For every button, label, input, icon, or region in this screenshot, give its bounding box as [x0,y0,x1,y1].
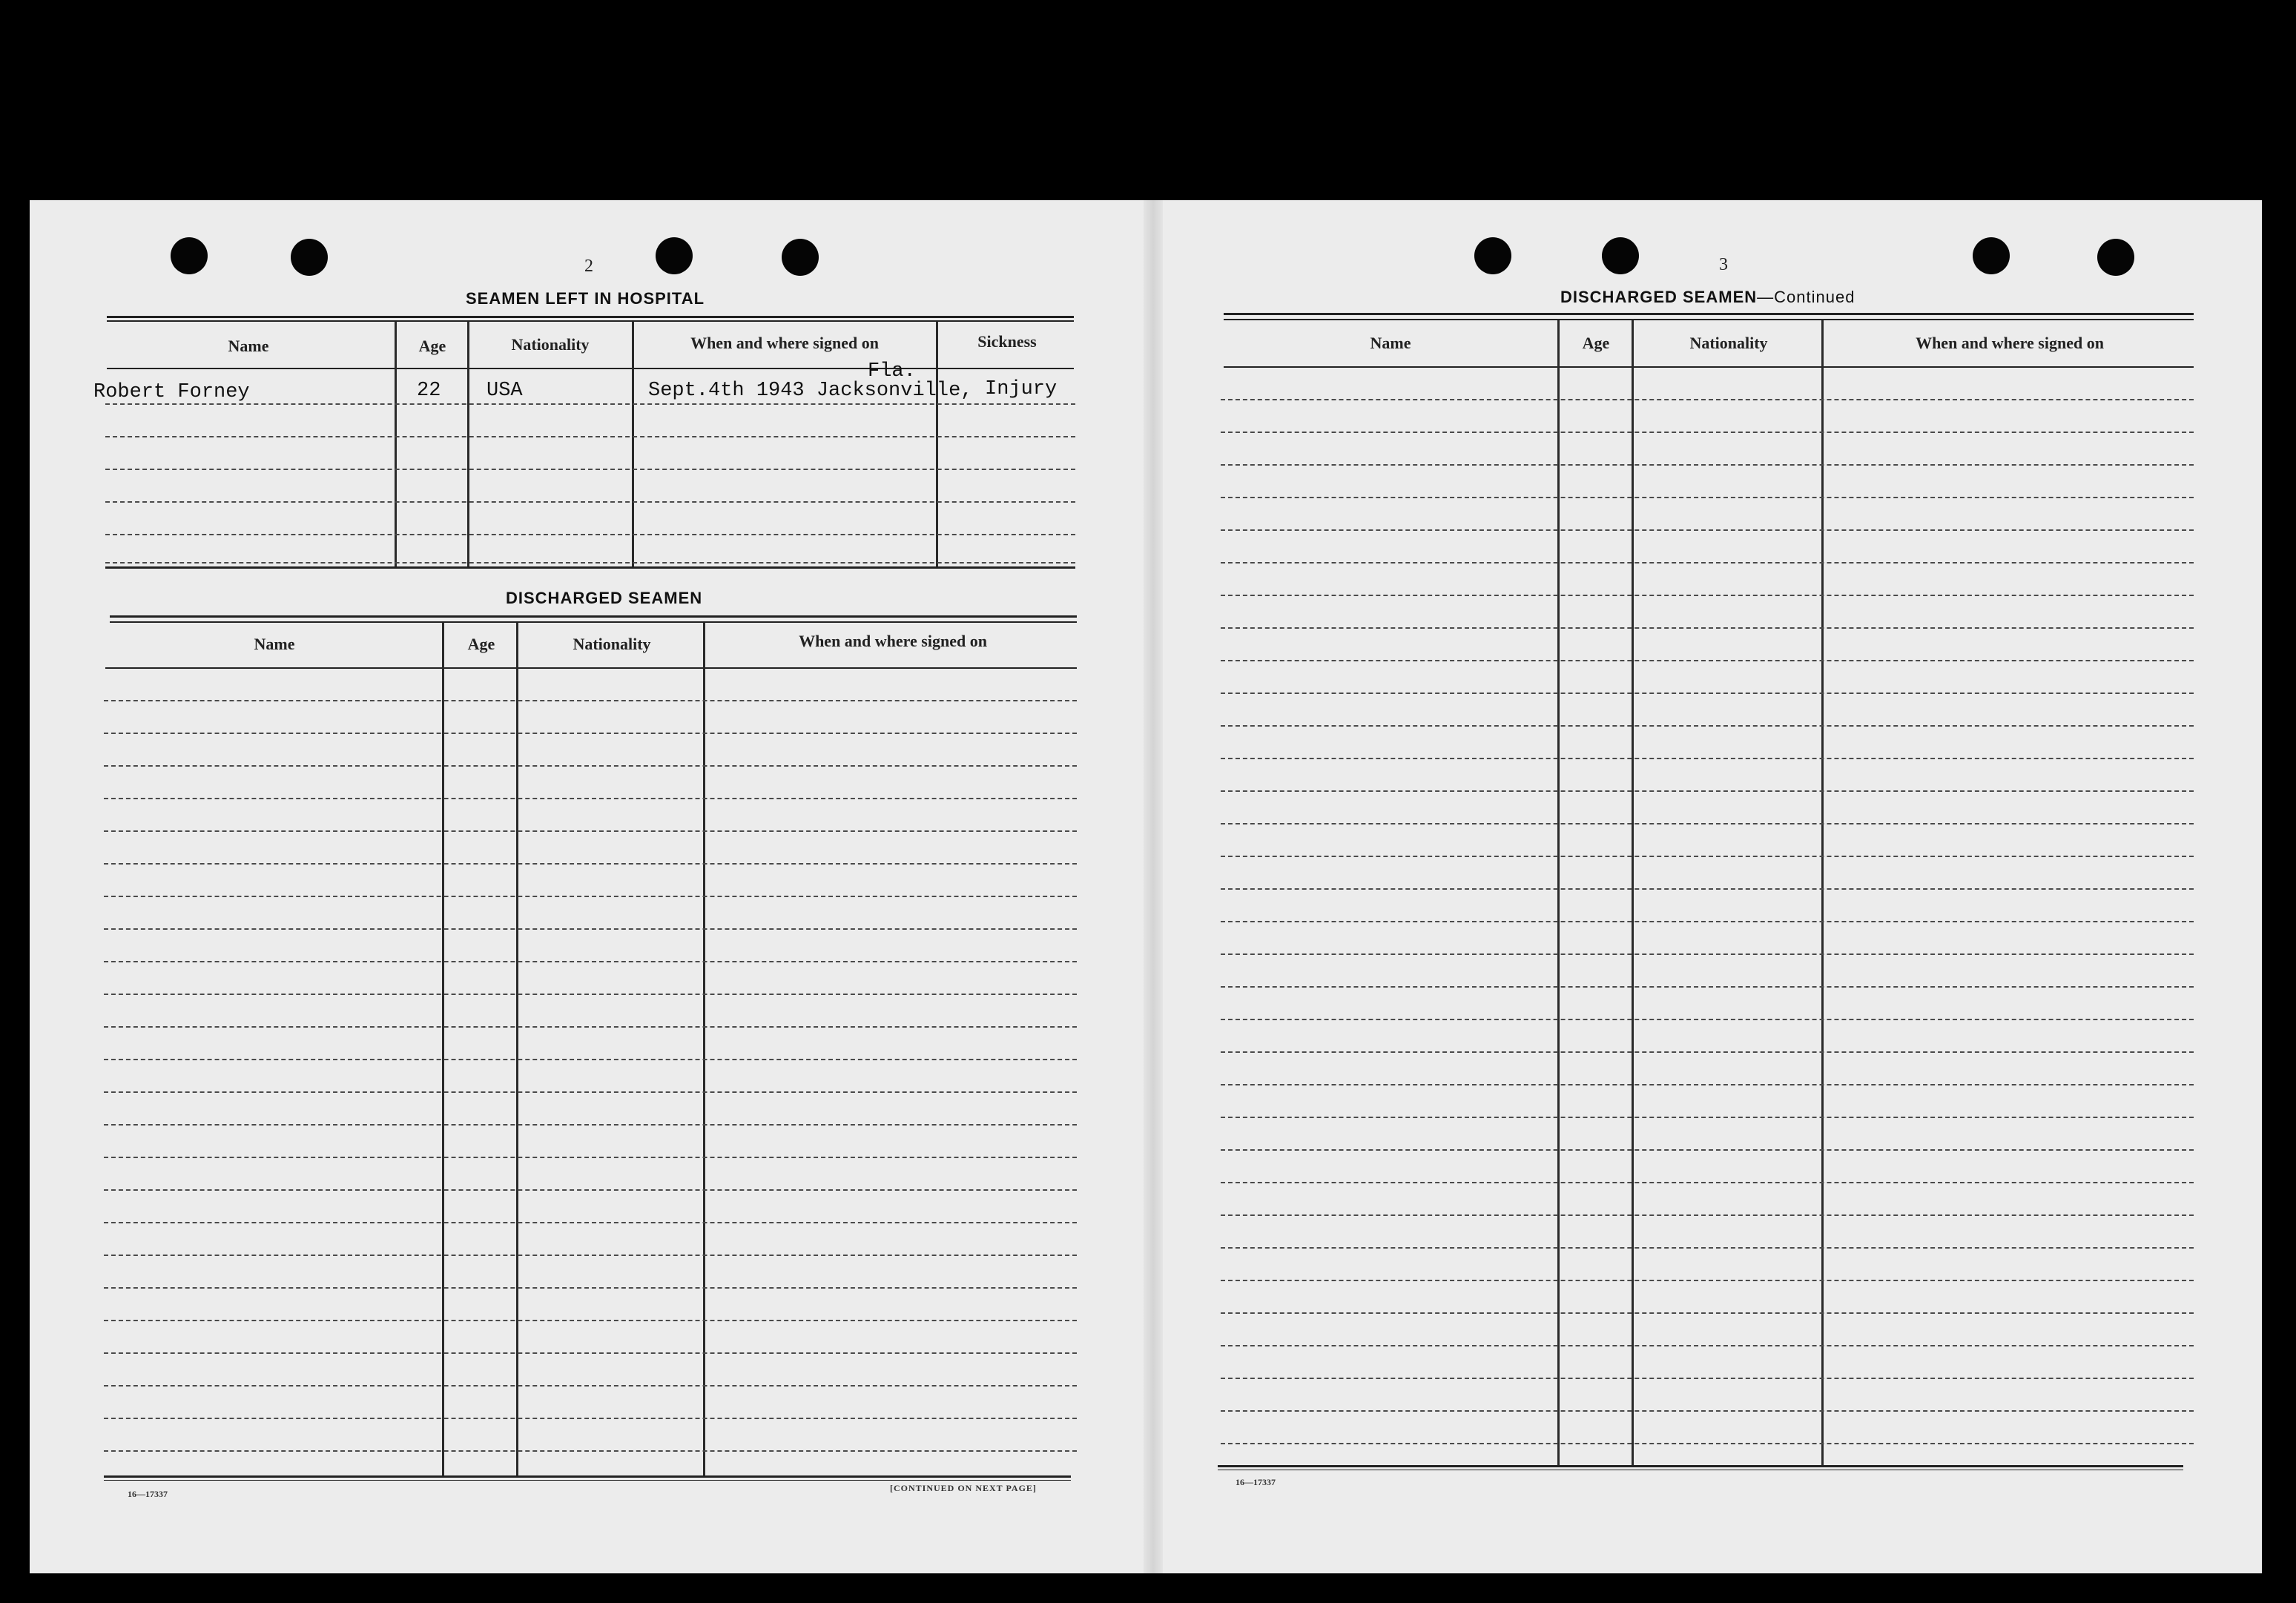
column-divider [395,322,397,566]
hospital-section-title: SEAMEN LEFT IN HOSPITAL [466,289,705,308]
signed-on-value: Sept.4th 1943 Jacksonville, [648,380,973,402]
row-line [105,501,1075,503]
row-line [1221,1182,2194,1183]
col-header-name: Name [254,635,295,653]
row-line [104,1352,1077,1354]
punch-hole [171,237,208,274]
table-bottom-rule [105,566,1075,569]
row-line [105,403,1075,405]
col-header-signed-on: When and where signed on [690,334,879,352]
blank-rows [104,669,1077,1477]
row-line [1221,1117,2194,1118]
row-line [1221,595,2194,596]
form-number: 16—17337 [1236,1477,1276,1487]
row-line [1221,399,2194,400]
page-number: 2 [584,257,593,276]
row-line [1221,693,2194,694]
row-line [104,830,1077,832]
row-line [1221,432,2194,433]
punch-hole [656,237,693,274]
row-line [105,436,1075,437]
row-line [1221,921,2194,922]
row-line [104,1157,1077,1158]
seaman-name: Robert Forney [93,381,250,403]
row-line [104,1026,1077,1028]
col-header-name: Name [228,337,269,355]
punch-hole [291,239,328,276]
row-line [105,469,1075,470]
form-number: 16—17337 [128,1489,168,1499]
page-gutter [1144,200,1163,1573]
col-header-nationality: Nationality [511,335,590,354]
row-line [1221,790,2194,792]
row-line [1221,1410,2194,1412]
row-line [104,1222,1077,1223]
row-line [104,961,1077,962]
seaman-nationality: USA [486,380,523,402]
punch-hole [1474,237,1511,274]
blank-rows [1221,368,2194,1465]
col-header-nationality: Nationality [573,635,651,653]
punch-hole [2097,239,2134,276]
signed-on-annotation: Fla. [868,360,916,383]
punch-hole [1602,237,1639,274]
sickness-value: Injury [985,378,1058,400]
row-line [1221,1443,2194,1444]
row-line [1221,1149,2194,1151]
row-line [104,1320,1077,1321]
table-top-rule [1224,313,2194,315]
continued-note: [CONTINUED ON NEXT PAGE] [890,1483,1037,1493]
title-suffix: —Continued [1757,288,1855,306]
col-header-age: Age [1582,334,1610,352]
discharged-section-title: DISCHARGED SEAMEN [506,589,703,607]
table-top-rule [1224,319,2194,320]
row-line [1221,888,2194,890]
row-line [1221,1378,2194,1379]
row-line [1221,1247,2194,1249]
row-line [1221,1312,2194,1314]
row-line [104,1091,1077,1093]
row-line [1221,464,2194,466]
row-line [1221,497,2194,498]
seaman-age: 22 [417,380,441,402]
col-header-sickness: Sickness [977,332,1037,351]
table-top-rule [107,316,1074,318]
row-line [1221,1019,2194,1020]
row-line [104,798,1077,799]
column-divider [632,322,634,566]
row-line [104,733,1077,734]
punch-hole [782,239,819,276]
row-line [1221,725,2194,727]
row-line [104,700,1077,701]
column-divider [467,322,469,566]
row-line [1221,1345,2194,1346]
row-line [104,1189,1077,1191]
col-header-age: Age [418,337,446,355]
row-line [104,863,1077,865]
row-line [1221,1214,2194,1216]
table-bottom-rule [1218,1465,2183,1467]
row-line [104,1385,1077,1386]
row-line [1221,627,2194,629]
table-top-rule [107,320,1074,322]
row-line [104,1450,1077,1452]
row-line [104,765,1077,767]
table-bottom-rule [104,1475,1071,1478]
col-header-name: Name [1370,334,1411,352]
row-line [1221,856,2194,857]
col-header-nationality: Nationality [1689,334,1768,352]
row-line [104,928,1077,930]
row-line [104,896,1077,897]
row-line [105,534,1075,535]
row-line [1221,823,2194,824]
row-line [104,1287,1077,1289]
col-header-signed-on: When and where signed on [799,632,987,650]
col-header-signed-on: When and where signed on [1916,334,2104,352]
row-line [104,1255,1077,1256]
row-line [104,1124,1077,1126]
row-line [1221,562,2194,563]
row-line [1221,758,2194,759]
row-line [104,1059,1077,1060]
header-bottom-rule [107,368,1074,369]
column-divider [936,322,938,566]
table-top-rule [110,621,1077,623]
punch-hole [1973,237,2010,274]
col-header-age: Age [467,635,495,653]
title-main: DISCHARGED SEAMEN [1560,288,1758,306]
table-top-rule [110,615,1077,618]
discharged-continued-title [1560,288,1855,307]
row-line [104,994,1077,995]
row-line [1221,529,2194,531]
row-line [1221,1051,2194,1053]
table-bottom-rule [104,1480,1071,1481]
row-line [105,562,1075,563]
row-line [104,1418,1077,1419]
row-line [1221,1084,2194,1085]
row-line [1221,1280,2194,1281]
row-line [1221,660,2194,661]
row-line [1221,953,2194,955]
page-number: 3 [1719,255,1728,274]
row-line [1221,986,2194,988]
